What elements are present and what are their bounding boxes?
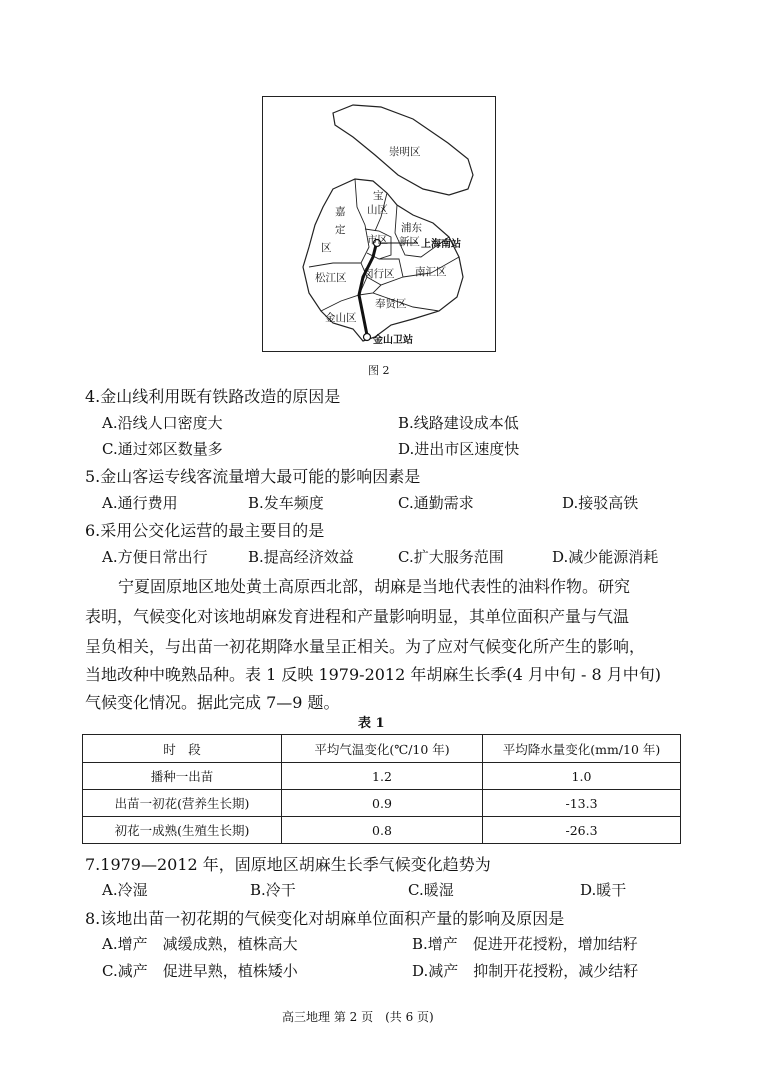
boundary-jiading <box>355 179 369 263</box>
question-8-option-c: C.减产 促进早熟，植株矮小 <box>102 962 298 980</box>
label-minhang: 闵行区 <box>363 268 395 280</box>
label-jiading-3: 区 <box>321 242 332 254</box>
table-row <box>83 790 681 817</box>
passage-line-1: 宁夏固原地区地处黄土高原西北部，胡麻是当地代表性的油料作物。研究 <box>118 577 631 596</box>
question-4-option-a: A.沿线人口密度大 <box>102 414 223 432</box>
table-header-precipitation: 平均降水量变化(mm/10 年) <box>483 735 681 763</box>
question-5-stem: 5.金山客运专线客流量增大最可能的影响因素是 <box>85 467 421 486</box>
label-songjiang: 松江区 <box>315 272 347 284</box>
table-header-row <box>83 735 681 763</box>
label-shiqu: 市区 <box>367 234 388 246</box>
passage-line-4: 当地改种中晚熟品种。表 1 反映 1979-2012 年胡麻生长季(4 月中旬 - 8 月中旬) <box>85 665 661 684</box>
shanghai-district-map <box>263 97 495 351</box>
table-cell-temperature: 0.8 <box>282 817 483 844</box>
question-6-option-d: D.减少能源消耗 <box>552 548 659 566</box>
table-cell-temperature: 1.2 <box>282 763 483 790</box>
question-6-stem: 6.采用公交化运营的最主要目的是 <box>85 521 325 540</box>
table-row <box>83 763 681 790</box>
question-5-option-b: B.发车频度 <box>248 494 324 512</box>
table-cell-temperature: 0.9 <box>282 790 483 817</box>
figure-caption: 图 2 <box>368 364 390 377</box>
label-baoshan-1: 宝 <box>373 190 384 202</box>
label-baoshan-2: 山区 <box>367 204 388 216</box>
table-header-temperature: 平均气温变化(℃/10 年) <box>282 735 483 763</box>
question-7-option-d: D.暖干 <box>580 881 627 899</box>
question-5-option-d: D.接驳高铁 <box>562 494 639 512</box>
label-jinshanwei-station: 金山卫站 <box>373 335 413 346</box>
table-cell-precipitation: -26.3 <box>483 817 681 844</box>
label-shanghai-south-station: 上海南站 <box>421 239 461 250</box>
label-pudong-1: 浦东 <box>401 222 422 234</box>
question-7-option-a: A.冷湿 <box>102 881 148 899</box>
question-7-stem: 7.1979—2012 年，固原地区胡麻生长季气候变化趋势为 <box>85 855 491 874</box>
jinshan-railway-line <box>359 241 377 335</box>
label-pudong-2: 新区 <box>399 236 420 248</box>
table-cell-period: 出苗一初花(营养生长期) <box>83 790 282 817</box>
label-chongming: 崇明区 <box>389 146 421 158</box>
question-4-option-d: D.进出市区速度快 <box>398 440 520 458</box>
question-8-option-d: D.减产 抑制开花授粉，减少结籽 <box>412 962 639 980</box>
question-8-stem: 8.该地出苗一初花期的气候变化对胡麻单位面积产量的影响及原因是 <box>85 909 565 928</box>
label-nanhui: 南汇区 <box>415 266 447 278</box>
label-jiading-2: 定 <box>335 224 346 236</box>
question-6-option-b: B.提高经济效益 <box>248 548 354 566</box>
passage-line-5: 气候变化情况。据此完成 7—9 题。 <box>85 693 340 712</box>
question-4-option-c: C.通过郊区数量多 <box>102 440 223 458</box>
table-cell-period: 初花一成熟(生殖生长期) <box>83 817 282 844</box>
jinshanwei-station-dot <box>364 334 371 341</box>
question-8-option-b: B.增产 促进开花授粉，增加结籽 <box>412 935 638 953</box>
passage-line-3: 呈负相关，与出苗一初花期降水量呈正相关。为了应对气候变化所产生的影响， <box>85 637 646 656</box>
question-8-option-a: A.增产 减缓成熟，植株高大 <box>102 935 298 953</box>
table-row <box>83 817 681 844</box>
table-cell-period: 播种一出苗 <box>83 763 282 790</box>
map-figure <box>262 96 496 352</box>
label-jiading-1: 嘉 <box>335 206 346 218</box>
question-5-option-a: A.通行费用 <box>102 494 178 512</box>
question-6-option-c: C.扩大服务范围 <box>398 548 504 566</box>
boundary-jinshan <box>321 285 381 311</box>
question-7-option-b: B.冷干 <box>250 881 296 899</box>
label-fengxian: 奉贤区 <box>375 298 407 310</box>
question-5-option-c: C.通勤需求 <box>398 494 474 512</box>
page-footer: 高三地理 第 2 页 (共 6 页) <box>282 1010 434 1024</box>
question-7-option-c: C.暖湿 <box>408 881 454 899</box>
table-cell-precipitation: 1.0 <box>483 763 681 790</box>
question-6-option-a: A.方便日常出行 <box>102 548 208 566</box>
question-4-stem: 4.金山线利用既有铁路改造的原因是 <box>85 387 341 406</box>
table-cell-precipitation: -13.3 <box>483 790 681 817</box>
question-4-option-b: B.线路建设成本低 <box>398 414 519 432</box>
passage-line-2: 表明，气候变化对该地胡麻发育进程和产量影响明显，其单位面积产量与气温 <box>85 607 630 626</box>
table-1 <box>82 734 681 844</box>
table-header-period: 时 段 <box>83 735 282 763</box>
label-jinshan: 金山区 <box>325 312 357 324</box>
table-1-title: 表 1 <box>358 716 385 731</box>
